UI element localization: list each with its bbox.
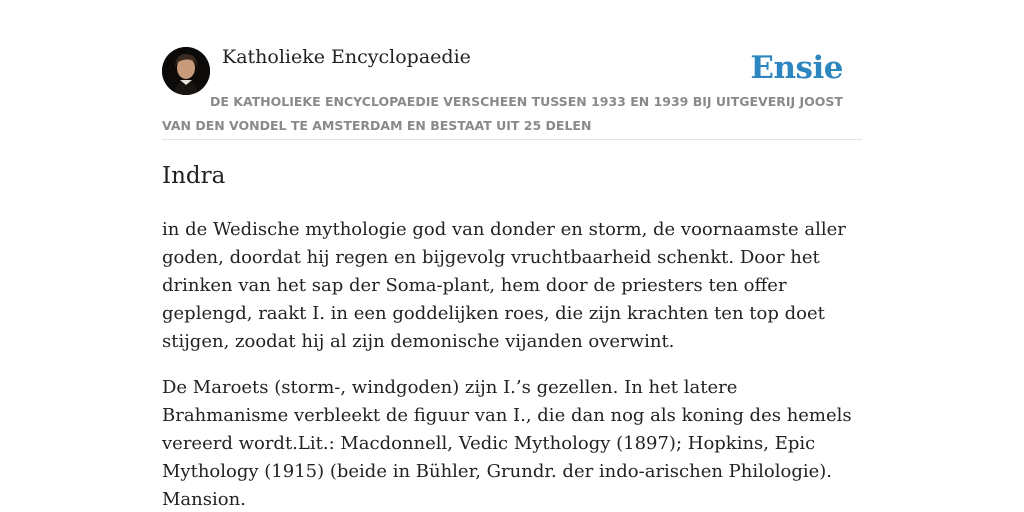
entry-body (162, 216, 862, 512)
entry-paragraph: De Maroets (storm-, windgoden) zijn I.’s gezellen. In het latere Brahmanisme verbleekt de figuur van I., die dan nog als koning des hemels vereerd wordt.Lit.: Macdonnell, Vedic Mythology (1897); Hopkins, Epic Mythology (1915) (beide in Bühler, Grundr. der indo-arischen Philologie). Mansion. (162, 377, 852, 510)
site-title[interactable]: Katholieke Encyclopaedie (222, 46, 471, 68)
site-description: DE KATHOLIEKE ENCYCLOPAEDIE VERSCHEEN TUSSEN 1933 EN 1939 BIJ UITGEVERIJ JOOST VAN DEN VONDEL TE AMSTERDAM EN BESTAAT UIT 25 DELEN (162, 94, 843, 133)
portrait-avatar-icon (162, 47, 210, 95)
header-divider (162, 139, 862, 140)
avatar[interactable] (162, 47, 210, 95)
entry-title: Indra (162, 163, 226, 189)
entry-paragraph: in de Wedische mythologie god van donder en storm, de voornaamste aller goden, doordat hij regen en bijgevolg vruchtbaarheid schenkt. Door het drinken van het sap der Soma-plant, hem door de priesters ten offer geplengd, raakt I. in een goddelijken roes, die zijn krachten ten top doet stijgen, zoodat hij al zijn demonische vijanden overwint. (162, 219, 846, 352)
brand-logo[interactable]: Ensie (750, 50, 843, 86)
